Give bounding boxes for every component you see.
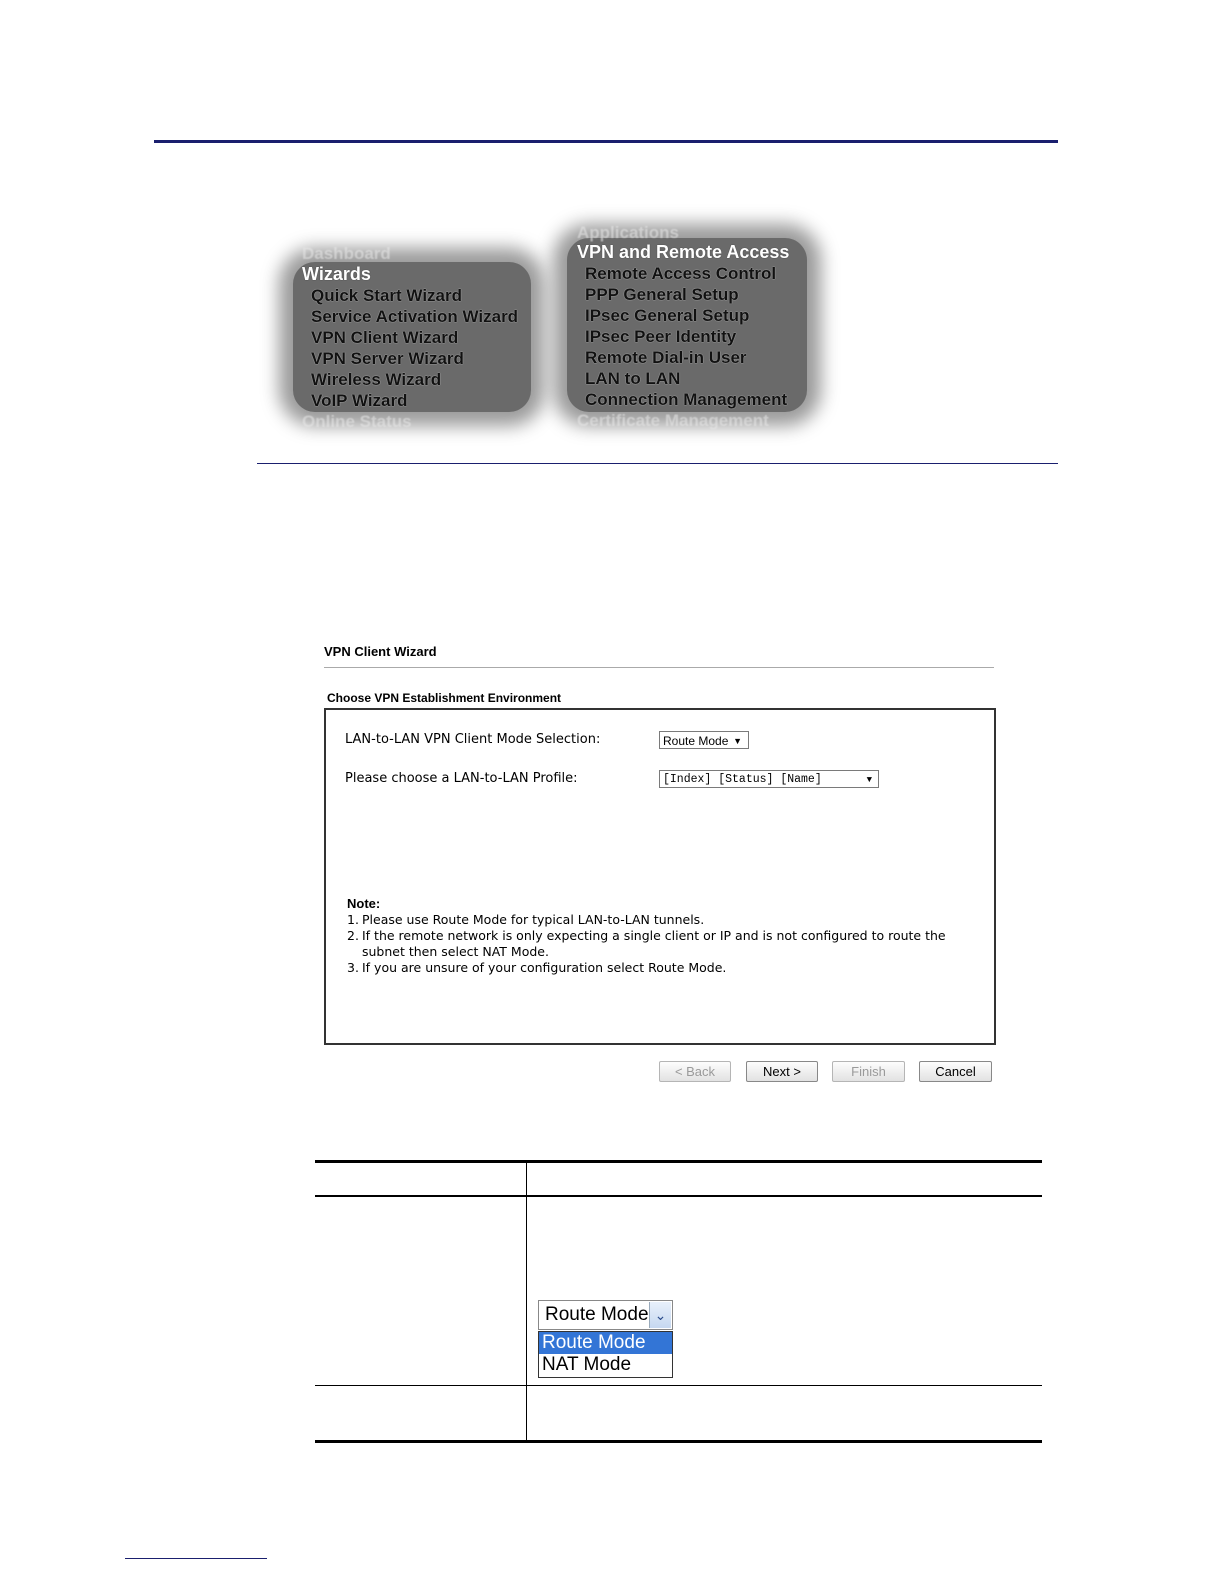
- mode-dropdown-example[interactable]: [538, 1300, 673, 1330]
- note-block: [347, 896, 977, 976]
- mode-dropdown-list: [538, 1331, 673, 1378]
- menu-item-online-status[interactable]: Online Status: [302, 412, 412, 431]
- chevron-down-icon[interactable]: ⌄: [649, 1302, 671, 1328]
- menu-item-lan-to-lan[interactable]: LAN to LAN: [585, 369, 681, 388]
- menu-item-applications[interactable]: Applications: [577, 223, 680, 242]
- footer-rule: [125, 1558, 267, 1559]
- note-item: [347, 928, 977, 960]
- menu-item-ppp-general-setup[interactable]: PPP General Setup: [585, 285, 739, 304]
- next-button[interactable]: Next >: [746, 1061, 818, 1082]
- mode-selection-label: LAN-to-LAN VPN Client Mode Selection:: [345, 732, 601, 747]
- menu-item-vpn-client-wizard[interactable]: VPN Client Wizard: [311, 328, 459, 347]
- dropdown-option-route-mode[interactable]: Route Mode: [539, 1332, 672, 1354]
- mode-select[interactable]: [659, 731, 749, 749]
- note-text: Please use Route Mode for typical LAN-to-LAN tunnels.: [362, 912, 705, 927]
- note-text: If you are unsure of your configuration select Route Mode.: [362, 960, 727, 975]
- note-text: If the remote network is only expecting a single client or IP and is not configured to route the subnet then select NAT Mode.: [362, 928, 946, 959]
- table-top-rule: [315, 1160, 1042, 1163]
- table-row-divider: [315, 1385, 1042, 1386]
- wizard-title-divider: [324, 667, 994, 668]
- profile-select[interactable]: [659, 770, 879, 788]
- menu-item-wireless-wizard[interactable]: Wireless Wizard: [311, 370, 442, 389]
- menu-item-vpn-server-wizard[interactable]: VPN Server Wizard: [311, 349, 464, 368]
- menu-item-service-activation-wizard[interactable]: Service Activation Wizard: [311, 307, 519, 326]
- back-button[interactable]: < Back: [659, 1061, 731, 1082]
- menu-item-voip-wizard[interactable]: VoIP Wizard: [311, 391, 408, 410]
- table-header-rule: [315, 1195, 1042, 1197]
- note-heading: Note:: [347, 896, 381, 911]
- note-number: 2.: [347, 928, 359, 943]
- profile-select-value: [Index] [Status] [Name]: [663, 773, 822, 786]
- dropdown-option-nat-mode[interactable]: NAT Mode: [542, 1354, 632, 1375]
- section-title: Choose VPN Establishment Environment: [327, 691, 562, 705]
- menu-item-ipsec-general-setup[interactable]: IPsec General Setup: [585, 306, 750, 325]
- wizard-title: VPN Client Wizard: [324, 644, 437, 659]
- table-bottom-rule: [315, 1440, 1042, 1443]
- menu-item-quick-start-wizard[interactable]: Quick Start Wizard: [311, 286, 462, 305]
- menu-item-dashboard[interactable]: Dashboard: [302, 244, 391, 263]
- note-item: [347, 912, 977, 928]
- menu-item-remote-access-control[interactable]: Remote Access Control: [585, 264, 777, 283]
- mode-select-value: Route Mode: [663, 734, 729, 748]
- dropdown-selected-value: Route Mode: [545, 1304, 649, 1325]
- header-rule: [154, 140, 1058, 143]
- menu-item-remote-dial-in-user[interactable]: Remote Dial-in User: [585, 348, 747, 367]
- menu-section-vpn-remote-access[interactable]: VPN and Remote Access: [577, 242, 790, 262]
- note-number: 3.: [347, 960, 359, 975]
- menu-item-connection-management[interactable]: Connection Management: [585, 390, 788, 409]
- table-column-divider: [526, 1161, 527, 1442]
- dropdown-arrow-icon: ▼: [866, 775, 872, 785]
- menu-item-certificate-management[interactable]: Certificate Management: [577, 411, 769, 430]
- cancel-button[interactable]: Cancel: [919, 1061, 992, 1082]
- note-item: [347, 960, 977, 976]
- finish-button[interactable]: Finish: [832, 1061, 905, 1082]
- note-number: 1.: [347, 912, 359, 927]
- menu-item-ipsec-peer-identity[interactable]: IPsec Peer Identity: [585, 327, 737, 346]
- profile-label: Please choose a LAN-to-LAN Profile:: [345, 771, 578, 786]
- menu-section-wizards[interactable]: Wizards: [302, 264, 371, 284]
- wizard-panel: [324, 708, 996, 1045]
- section-rule: [257, 463, 1058, 464]
- dropdown-arrow-icon: ▼: [733, 736, 742, 746]
